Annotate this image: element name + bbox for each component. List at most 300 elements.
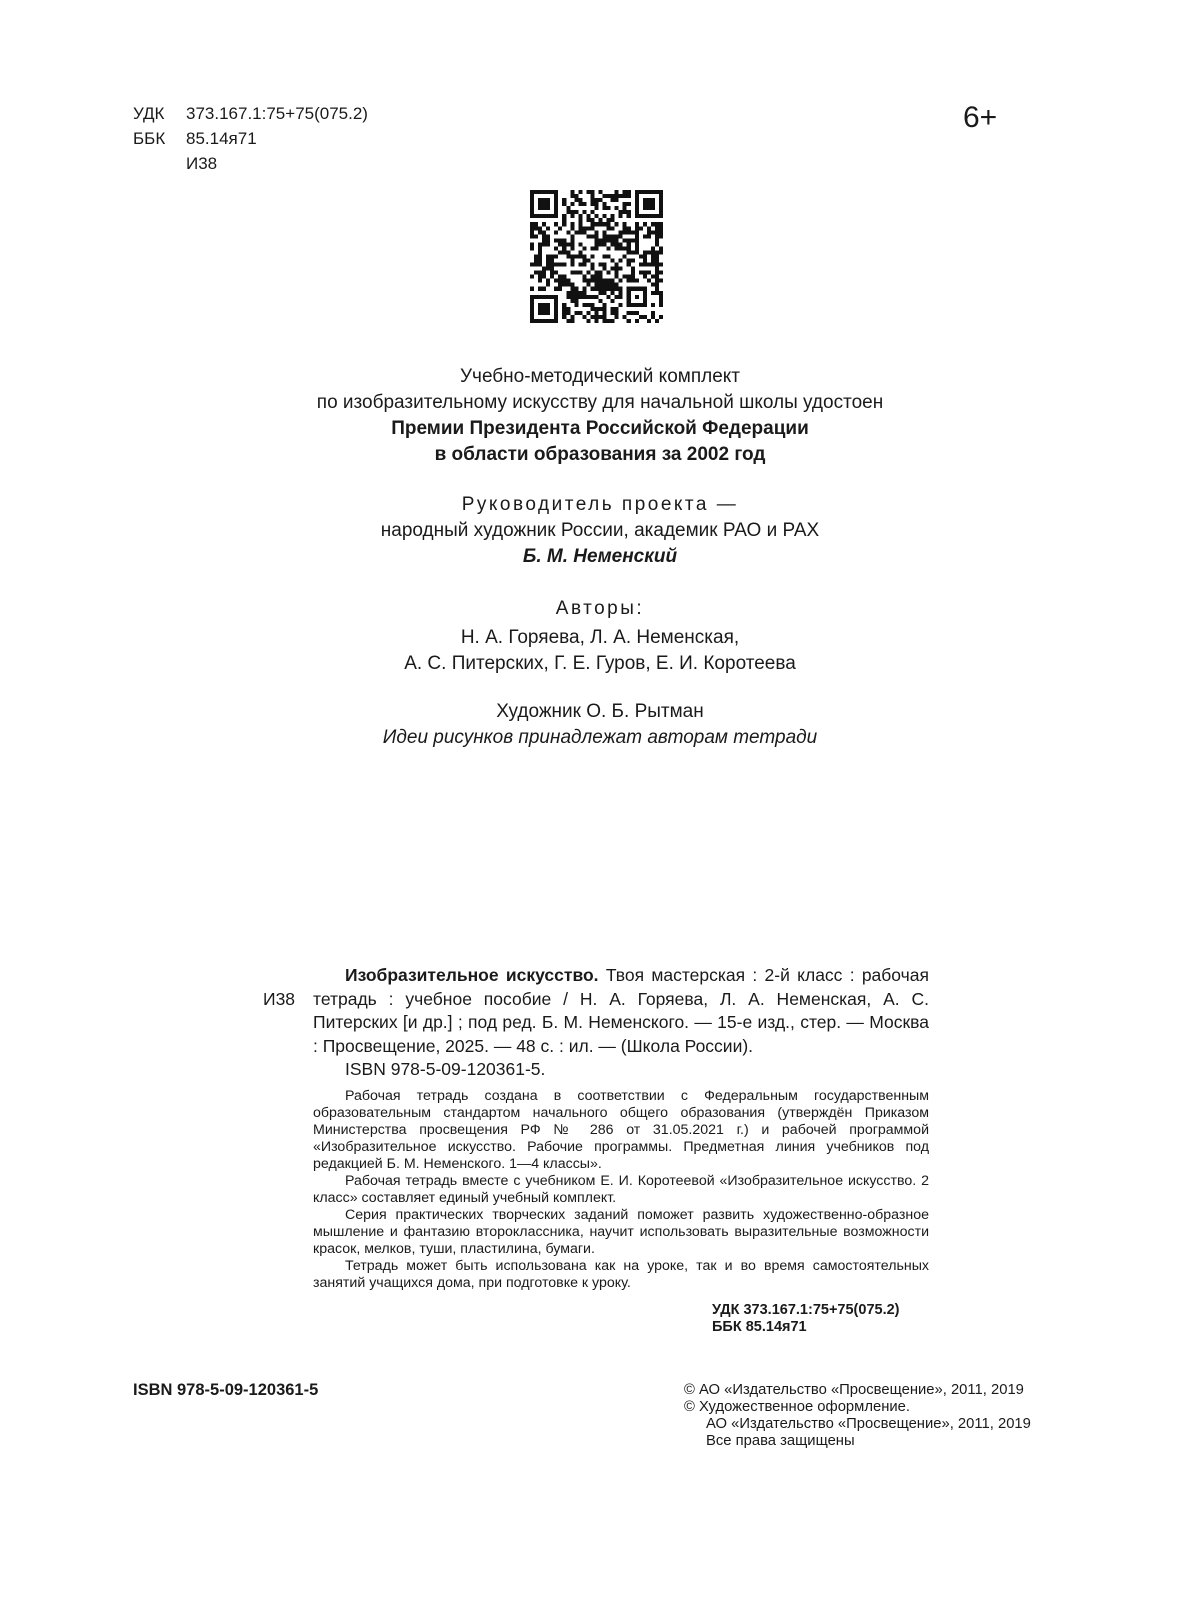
qr-module <box>574 299 578 303</box>
bbk-label: ББК <box>133 129 166 148</box>
qr-module <box>623 238 627 242</box>
qr-module <box>546 267 550 271</box>
qr-module <box>603 206 607 210</box>
award-line-2: по изобразительному искусству для начальной школы удостоен <box>316 392 884 413</box>
qr-module <box>558 263 562 267</box>
qr-module <box>562 198 566 202</box>
bbk-footer: ББК 85.14я71 <box>712 1319 807 1335</box>
qr-module <box>594 311 598 315</box>
qr-module <box>582 315 586 319</box>
qr-module <box>627 202 631 206</box>
qr-module <box>542 287 546 291</box>
qr-module <box>603 254 607 258</box>
qr-module <box>554 287 558 291</box>
qr-module <box>534 263 538 267</box>
qr-module <box>570 315 574 319</box>
qr-module <box>619 295 623 299</box>
qr-module <box>599 315 603 319</box>
qr-module <box>659 222 663 226</box>
qr-module <box>582 263 586 267</box>
qr-module <box>590 194 594 198</box>
qr-module <box>603 267 607 271</box>
udc-footer: УДК 373.167.1:75+75(075.2) <box>712 1302 900 1318</box>
qr-module <box>594 295 598 299</box>
qr-module <box>615 234 619 238</box>
qr-module <box>570 210 574 214</box>
qr-module <box>570 283 574 287</box>
qr-module <box>582 259 586 263</box>
qr-module <box>643 254 647 258</box>
qr-module <box>570 299 574 303</box>
qr-module <box>603 263 607 267</box>
qr-module <box>623 222 627 226</box>
qr-module <box>550 271 554 275</box>
qr-module <box>639 263 643 267</box>
qr-module <box>538 279 542 283</box>
qr-module <box>582 275 586 279</box>
qr-module <box>594 287 598 291</box>
qr-module <box>611 311 615 315</box>
qr-module <box>603 234 607 238</box>
qr-module <box>603 194 607 198</box>
qr-module <box>643 259 647 263</box>
qr-module <box>607 238 611 242</box>
qr-module <box>566 311 570 315</box>
qr-module <box>586 279 590 283</box>
qr-module <box>534 271 538 275</box>
qr-module <box>659 250 663 254</box>
qr-module <box>538 287 542 291</box>
qr-module <box>562 303 566 307</box>
qr-module <box>594 230 598 234</box>
qr-module <box>546 279 550 283</box>
qr-module <box>594 214 598 218</box>
qr-module <box>643 315 647 319</box>
qr-module <box>550 275 554 279</box>
qr-module <box>570 190 574 194</box>
qr-module <box>546 259 550 263</box>
qr-module <box>603 315 607 319</box>
qr-module <box>615 242 619 246</box>
qr-module <box>546 242 550 246</box>
qr-module <box>611 287 615 291</box>
qr-module <box>619 291 623 295</box>
qr-module <box>607 234 611 238</box>
qr-module <box>599 299 603 303</box>
qr-module <box>627 230 631 234</box>
qr-module <box>542 242 546 246</box>
qr-module <box>590 226 594 230</box>
bbk-row <box>133 126 368 151</box>
qr-module <box>651 275 655 279</box>
qr-module <box>603 287 607 291</box>
qr-module <box>562 242 566 246</box>
qr-module <box>590 202 594 206</box>
qr-module <box>611 267 615 271</box>
qr-module <box>599 263 603 267</box>
qr-module <box>538 246 542 250</box>
qr-module <box>562 222 566 226</box>
artist-line: Художник О. Б. Рытман <box>496 701 704 722</box>
qr-module <box>546 263 550 267</box>
qr-module <box>599 307 603 311</box>
qr-module <box>594 275 598 279</box>
qr-module <box>603 307 607 311</box>
qr-module <box>578 295 582 299</box>
qr-module <box>530 242 534 246</box>
qr-module <box>635 230 639 234</box>
qr-module <box>594 315 598 319</box>
qr-module <box>611 319 615 323</box>
qr-module <box>578 311 582 315</box>
qr-module <box>578 218 582 222</box>
qr-module <box>594 283 598 287</box>
qr-module <box>635 319 639 323</box>
qr-module <box>562 238 566 242</box>
qr-module <box>590 263 594 267</box>
qr-module <box>554 279 558 283</box>
qr-module <box>619 234 623 238</box>
qr-module <box>611 218 615 222</box>
qr-module <box>615 222 619 226</box>
qr-module <box>554 271 558 275</box>
qr-module <box>542 267 546 271</box>
qr-module <box>554 222 558 226</box>
qr-module <box>570 254 574 258</box>
qr-module <box>590 275 594 279</box>
qr-module <box>578 202 582 206</box>
qr-module <box>623 246 627 250</box>
qr-module <box>599 287 603 291</box>
qr-module <box>643 222 647 226</box>
qr-module <box>578 230 582 234</box>
qr-module <box>651 259 655 263</box>
qr-module <box>558 242 562 246</box>
project-lead-name: Б. М. Неменский <box>522 546 678 567</box>
qr-module <box>659 315 663 319</box>
qr-module <box>623 202 627 206</box>
qr-module <box>562 214 566 218</box>
qr-module <box>611 238 615 242</box>
qr-module <box>566 283 570 287</box>
qr-module <box>590 287 594 291</box>
qr-module <box>582 254 586 258</box>
qr-module <box>574 295 578 299</box>
qr-module <box>538 226 542 230</box>
qr-module <box>627 250 631 254</box>
qr-module <box>570 242 574 246</box>
qr-module <box>607 254 611 258</box>
qr-module <box>578 250 582 254</box>
copyright-line-2: © Художественное оформление. <box>684 1399 910 1415</box>
artist-block <box>150 699 1050 751</box>
qr-module <box>570 295 574 299</box>
qr-module <box>570 319 574 323</box>
qr-module <box>655 222 659 226</box>
qr-module <box>554 246 558 250</box>
qr-module <box>590 279 594 283</box>
qr-module <box>586 271 590 275</box>
qr-module <box>603 230 607 234</box>
udc-row <box>133 101 368 126</box>
qr-module <box>659 246 663 250</box>
qr-module <box>599 271 603 275</box>
qr-module <box>542 238 546 242</box>
qr-module <box>538 242 542 246</box>
qr-module <box>611 194 615 198</box>
qr-module <box>627 238 631 242</box>
qr-module <box>578 198 582 202</box>
qr-module <box>603 238 607 242</box>
qr-module <box>627 279 631 283</box>
classification-block <box>133 101 368 176</box>
qr-module <box>550 259 554 263</box>
qr-module <box>542 234 546 238</box>
qr-module <box>562 307 566 311</box>
qr-module <box>586 214 590 218</box>
qr-module <box>655 254 659 258</box>
qr-module <box>574 210 578 214</box>
qr-module <box>655 234 659 238</box>
qr-module <box>655 267 659 271</box>
qr-module <box>586 218 590 222</box>
qr-module <box>627 246 631 250</box>
qr-module <box>615 307 619 311</box>
copyright-block <box>684 1382 1031 1450</box>
qr-module <box>562 283 566 287</box>
qr-module <box>558 226 562 230</box>
qr-module <box>578 190 582 194</box>
qr-module <box>550 263 554 267</box>
qr-module <box>534 226 538 230</box>
qr-module <box>651 222 655 226</box>
qr-module <box>659 263 663 267</box>
qr-module <box>562 250 566 254</box>
qr-module <box>659 230 663 234</box>
author-sign: И38 <box>186 154 218 173</box>
award-line-4: в области образования за 2002 год <box>434 444 766 465</box>
qr-module <box>546 226 550 230</box>
qr-module <box>623 254 627 258</box>
qr-module <box>623 315 627 319</box>
qr-module <box>611 259 615 263</box>
qr-module <box>619 242 623 246</box>
qr-module <box>615 263 619 267</box>
qr-module <box>590 315 594 319</box>
qr-module <box>615 275 619 279</box>
award-line-1: Учебно-методический комплект <box>459 366 741 387</box>
qr-module <box>631 271 635 275</box>
qr-module <box>655 242 659 246</box>
qr-module <box>655 226 659 230</box>
qr-module <box>534 234 538 238</box>
qr-module <box>627 319 631 323</box>
qr-module <box>566 279 570 283</box>
qr-module <box>611 198 615 202</box>
qr-module <box>562 279 566 283</box>
qr-module <box>538 275 542 279</box>
qr-module <box>570 222 574 226</box>
qr-module <box>586 283 590 287</box>
qr-module <box>651 311 655 315</box>
qr-module <box>566 307 570 311</box>
qr-module <box>639 226 643 230</box>
qr-module <box>578 226 582 230</box>
qr-module <box>627 194 631 198</box>
qr-module <box>607 218 611 222</box>
qr-module <box>582 226 586 230</box>
bbk-value: 85.14я71 <box>186 129 257 148</box>
qr-module <box>659 299 663 303</box>
qr-module <box>566 230 570 234</box>
qr-module <box>643 263 647 267</box>
qr-module <box>562 275 566 279</box>
qr-module <box>562 315 566 319</box>
qr-module <box>651 263 655 267</box>
qr-module <box>582 210 586 214</box>
qr-module <box>586 234 590 238</box>
qr-module <box>623 190 627 194</box>
qr-module <box>599 218 603 222</box>
qr-module <box>619 214 623 218</box>
qr-module <box>566 319 570 323</box>
qr-module <box>590 234 594 238</box>
qr-module <box>655 230 659 234</box>
annotation-paragraph: Рабочая тетрадь вместе с учебником Е. И. Коротеевой «Изобразительное искусство. 2 класс» составляет единый учебный комплект. <box>313 1173 929 1206</box>
qr-module <box>574 230 578 234</box>
qr-module <box>578 263 582 267</box>
udc-value: 373.167.1:75+75(075.2) <box>186 104 368 123</box>
qr-module <box>590 222 594 226</box>
qr-module <box>594 246 598 250</box>
qr-module <box>619 267 623 271</box>
qr-module <box>554 263 558 267</box>
qr-module <box>578 214 582 218</box>
qr-module <box>570 194 574 198</box>
annotation <box>313 1088 929 1292</box>
qr-module <box>586 259 590 263</box>
qr-module <box>607 194 611 198</box>
qr-code[interactable] <box>530 190 663 323</box>
qr-module <box>655 263 659 267</box>
qr-module <box>607 279 611 283</box>
qr-module <box>619 194 623 198</box>
annotation-paragraph: Рабочая тетрадь создана в соответствии с Федеральным государственным образовательным стандартом начального общего образования (утверждён Приказом Министерства просвещения РФ № 286 от 31.05.2021 г.) и рабочей программой «Изобразительное искусство. Рабочие программы. Предметная линия учебников под редакцией Б. М. Неменского. 1—4 классы». <box>313 1088 929 1172</box>
qr-module <box>627 311 631 315</box>
qr-module <box>558 250 562 254</box>
qr-module <box>534 222 538 226</box>
qr-module <box>623 210 627 214</box>
qr-module <box>651 303 655 307</box>
qr-module <box>623 275 627 279</box>
qr-module <box>558 275 562 279</box>
qr-module <box>631 267 635 271</box>
qr-module <box>615 311 619 315</box>
bibliographic-description <box>313 964 929 1058</box>
qr-module <box>538 271 542 275</box>
qr-module <box>615 206 619 210</box>
qr-module <box>619 210 623 214</box>
qr-module <box>647 250 651 254</box>
qr-module <box>594 242 598 246</box>
qr-module <box>627 275 631 279</box>
qr-module <box>582 303 586 307</box>
bibliographic-isbn: ISBN 978-5-09-120361-5. <box>345 1059 546 1079</box>
qr-module <box>603 319 607 323</box>
authors-line-2: А. С. Питерских, Г. Е. Гуров, Е. И. Коротеева <box>404 653 796 674</box>
qr-module <box>635 279 639 283</box>
qr-module <box>619 246 623 250</box>
qr-module <box>615 295 619 299</box>
qr-module <box>570 214 574 218</box>
qr-module <box>574 303 578 307</box>
qr-module <box>631 275 635 279</box>
qr-module <box>623 206 627 210</box>
qr-module <box>590 218 594 222</box>
qr-module <box>643 271 647 275</box>
qr-module <box>566 295 570 299</box>
qr-module <box>611 283 615 287</box>
qr-module <box>607 226 611 230</box>
qr-module <box>647 319 651 323</box>
qr-module <box>603 202 607 206</box>
qr-module <box>554 230 558 234</box>
qr-module <box>594 271 598 275</box>
qr-module <box>570 238 574 242</box>
qr-module <box>558 238 562 242</box>
qr-module <box>546 254 550 258</box>
qr-module <box>566 254 570 258</box>
qr-module <box>574 198 578 202</box>
qr-module <box>611 291 615 295</box>
qr-module <box>607 287 611 291</box>
qr-module <box>603 283 607 287</box>
qr-module <box>631 230 635 234</box>
qr-module <box>659 271 663 275</box>
qr-module <box>635 234 639 238</box>
qr-module <box>586 303 590 307</box>
qr-module <box>615 246 619 250</box>
copyright-line-3: АО «Издательство «Просвещение», 2011, 2019 <box>706 1416 1031 1432</box>
qr-module <box>586 295 590 299</box>
qr-module <box>594 222 598 226</box>
qr-module <box>530 287 534 291</box>
qr-module <box>582 246 586 250</box>
author-sign-row <box>133 151 368 176</box>
qr-module <box>570 259 574 263</box>
qr-module <box>582 279 586 283</box>
qr-module <box>546 238 550 242</box>
qr-module <box>631 250 635 254</box>
qr-module <box>655 283 659 287</box>
qr-module <box>566 210 570 214</box>
bibliographic-title: Изобразительное искусство. <box>345 965 599 985</box>
qr-module <box>578 291 582 295</box>
qr-module <box>534 254 538 258</box>
qr-module <box>655 275 659 279</box>
qr-module <box>619 230 623 234</box>
qr-module <box>619 303 623 307</box>
qr-module <box>538 263 542 267</box>
qr-module <box>562 202 566 206</box>
qr-module <box>655 319 659 323</box>
qr-module <box>635 226 639 230</box>
qr-module <box>562 246 566 250</box>
project-heading: Руководитель проекта — <box>461 494 739 515</box>
qr-module <box>643 275 647 279</box>
qr-module <box>566 206 570 210</box>
qr-module <box>586 190 590 194</box>
